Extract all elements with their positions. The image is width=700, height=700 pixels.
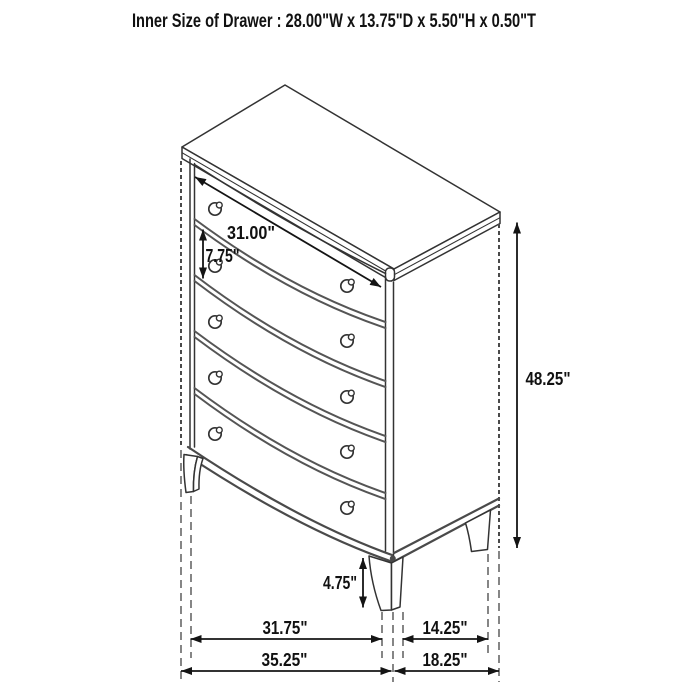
diagram-title: Inner Size of Drawer : 28.00"W x 13.75"D x 5.50"H x 0.50"T bbox=[132, 10, 537, 32]
drawer-knob bbox=[209, 315, 222, 328]
drawer-knob bbox=[209, 202, 222, 215]
dim-label-drawer-width: 31.00" bbox=[227, 222, 275, 243]
drawer-knob bbox=[341, 390, 354, 403]
dim-label-drawer-front-height: 7.75" bbox=[205, 245, 240, 266]
dim-label-side-leg-span: 14.25" bbox=[422, 617, 468, 638]
dim-label-front-leg-span: 31.75" bbox=[262, 617, 308, 638]
dim-label-overall-depth: 18.25" bbox=[422, 649, 468, 670]
dim-label-overall-width: 35.25" bbox=[261, 649, 308, 670]
drawer-knob bbox=[341, 445, 354, 458]
drawer-knob bbox=[209, 427, 222, 440]
drawer-knob bbox=[341, 334, 354, 347]
drawer-knob bbox=[341, 501, 354, 514]
dim-label-overall-height: 48.25" bbox=[525, 368, 571, 389]
top-corner-cap bbox=[386, 268, 395, 281]
drawer-knob bbox=[341, 279, 354, 292]
dim-label-leg-height: 4.75" bbox=[323, 572, 357, 593]
drawer-knob bbox=[209, 371, 222, 384]
